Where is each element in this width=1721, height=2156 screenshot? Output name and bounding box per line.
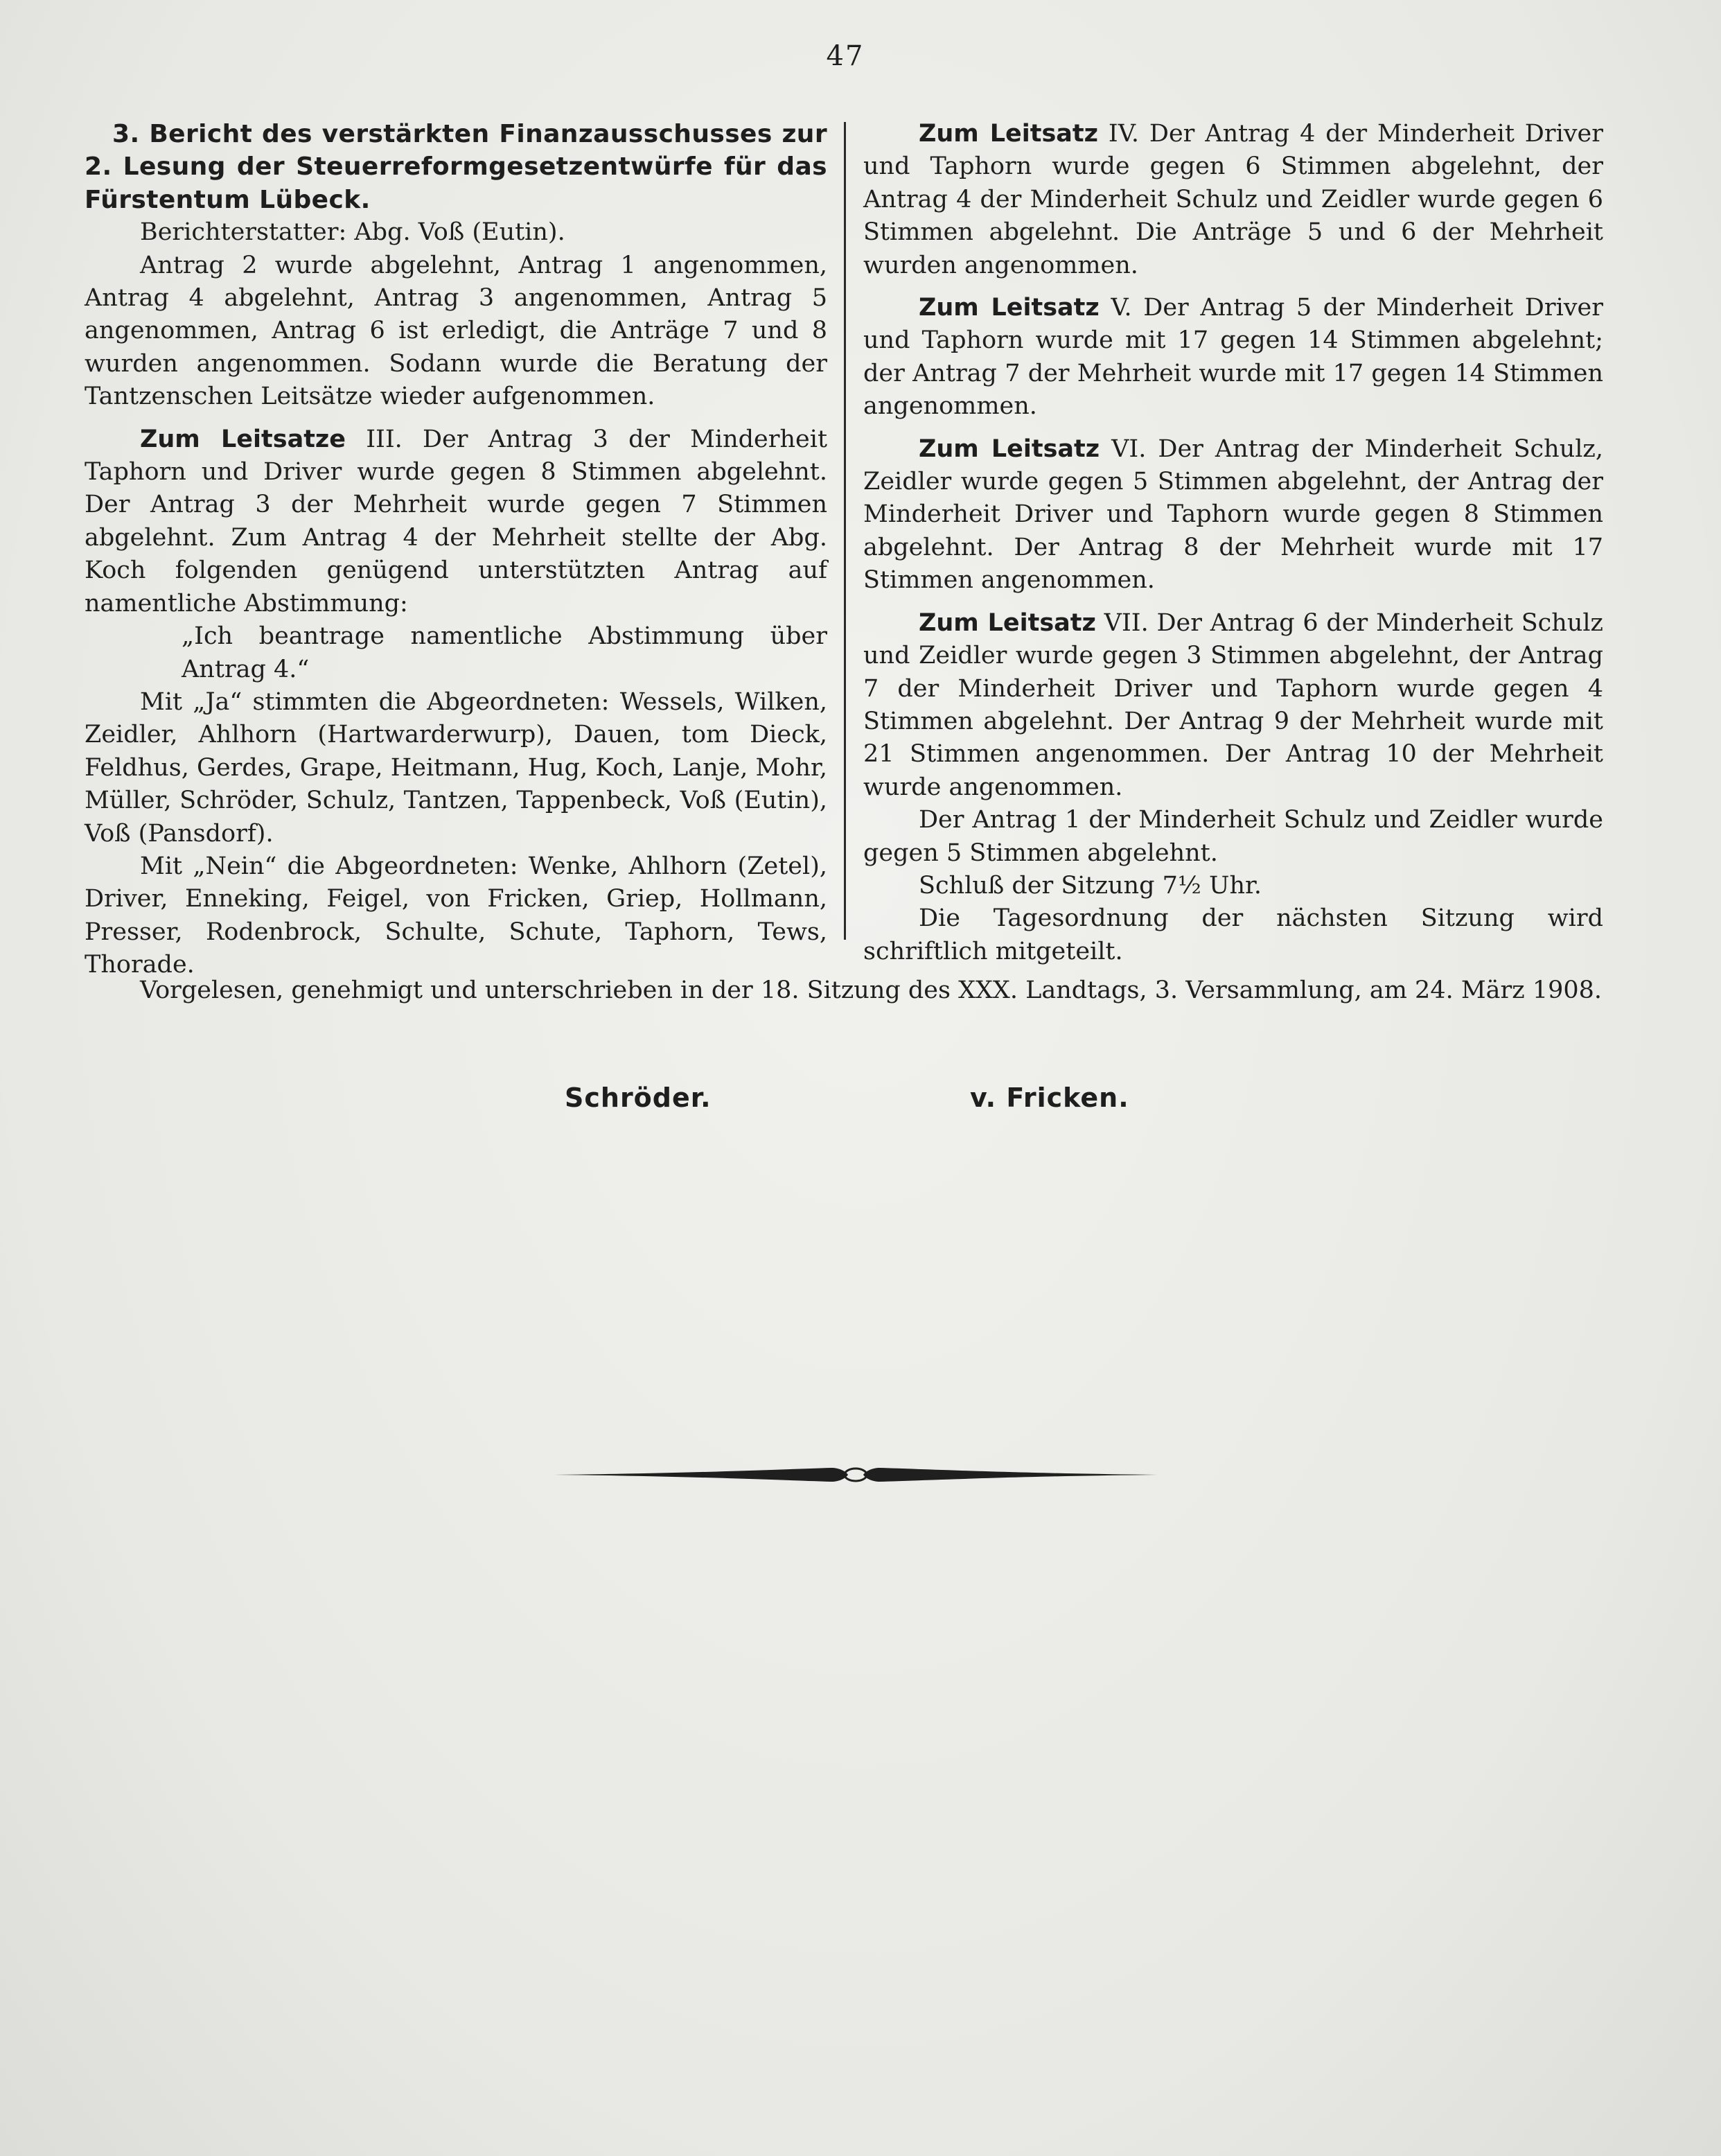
closing-statement: Vorgelesen, genehmigt und unterschrieben in der 18. Sitzung des XXX. Landtags, 3. Versammlung, am 24. März 1908. — [140, 976, 1603, 1004]
reporter-line: Berichterstatter: Abg. Voß (Eutin). — [140, 218, 565, 247]
leitsatz-lead: Zum Leitsatz — [919, 294, 1100, 322]
no-votes-paragraph: Mit „Nein“ die Abgeordneten: Wenke, Ahlhorn (Zetel), Driver, Enneking, Feigel, von Fricken, Griep, Hollmann, Presser, Rodenbrock, Schulte, Schute, Taphorn, Tews, Thorade. — [85, 852, 827, 979]
leitsatz-lead: Zum Leitsatz — [919, 435, 1100, 463]
signature-left: Schröder. — [565, 1083, 712, 1113]
section-heading: 3. Bericht des verstärkten Finanzausschusses zur 2. Lesung der Steuerreformgesetzentwürfe für das Fürstentum Lübeck. — [85, 120, 827, 214]
paragraph: Der Antrag 1 der Minderheit Schulz und Zeidler wurde gegen 5 Stimmen abgelehnt. — [863, 806, 1603, 867]
leitsatz-lead: Zum Leitsatz — [919, 120, 1099, 148]
paragraph-leitsatz-v — [863, 292, 1603, 423]
paragraph-leitsatz-vi — [863, 433, 1603, 597]
agenda-note: Die Tagesordnung der nächsten Sitzung wird schriftlich mitgeteilt. — [863, 904, 1603, 965]
column-divider — [844, 122, 846, 940]
page-number: 47 — [826, 40, 865, 72]
leitsatz-text: IV. Der Antrag 4 der Minderheit Driver und Taphorn wurde gegen 6 Stimmen abgelehnt, der Antrag 4 der Minderheit Schulz und Zeidler wurde gegen 6 Stimmen abgelehnt. Die Anträge 5 und 6 der Mehrheit wurden angenommen. — [863, 120, 1603, 279]
leitsatz-lead: Zum Leitsatz — [919, 608, 1096, 637]
yes-votes-paragraph: Mit „Ja“ stimmten die Abgeordneten: Wessels, Wilken, Zeidler, Ahlhorn (Hartwarderwurp), Dauen, tom Dieck, Feldhus, Gerdes, Grape, Heitmann, Hug, Koch, Lanje, Mohr, Müller, Schröder, Schulz, Tantzen, Tappenbeck, Voß (Eutin), Voß (Pansdorf). — [85, 687, 827, 848]
leitsatz-text: V. Der Antrag 5 der Minderheit Driver und Taphorn wurde mit 17 gegen 14 Stimmen abgelehnt; der Antrag 7 der Mehrheit wurde mit 17 gegen 14 Stimmen angenommen. — [863, 294, 1603, 421]
signature-right: v. Fricken. — [970, 1083, 1129, 1113]
paragraph-leitsatz-iv — [863, 118, 1603, 282]
signatures — [0, 1083, 1721, 1124]
paragraph-leitsatz-vii — [863, 607, 1603, 804]
session-close: Schluß der Sitzung 7½ Uhr. — [919, 871, 1262, 900]
leitsatz-lead: Zum Leitsatze — [140, 425, 346, 453]
leitsatz-text: VI. Der Antrag der Minderheit Schulz, Zeidler wurde gegen 5 Stimmen abgelehnt, der Antrag der Minderheit Driver und Taphorn wurde gegen 8 Stimmen abgelehnt. Der Antrag 8 der Mehrheit wurde mit 17 Stimmen angenommen. — [863, 435, 1603, 595]
quoted-motion: „Ich beantrage namentliche Abstimmung über Antrag 4.“ — [182, 622, 827, 683]
leitsatz-text: VII. Der Antrag 6 der Minderheit Schulz und Zeidler wurde gegen 3 Stimmen abgelehnt, der Antrag 7 der Minderheit Driver und Taphorn wurde gegen 4 Stimmen abgelehnt. Der Antrag 9 der Mehrheit wurde mit 21 Stimmen angenommen. Der Antrag 10 der Mehrheit wurde angenommen. — [863, 608, 1603, 801]
ornament-rule — [554, 1454, 1157, 1496]
paragraph-leitsatz-iii — [85, 423, 827, 620]
paragraph: Antrag 2 wurde abgelehnt, Antrag 1 angenommen, Antrag 4 abgelehnt, Antrag 3 angenommen, Antrag 5 angenommen, Antrag 6 ist erledigt, die Anträge 7 und 8 wurden angenommen. Sodann wurde die Beratung der Tantzenschen Leitsätze wieder aufgenommen. — [85, 251, 827, 411]
right-column — [863, 118, 1603, 968]
left-column — [85, 118, 827, 982]
leitsatz-text: III. Der Antrag 3 der Minderheit Taphorn und Driver wurde gegen 8 Stimmen abgelehnt. Der Antrag 3 der Mehrheit wurde gegen 7 Stimmen abgelehnt. Zum Antrag 4 der Mehrheit stellte der Abg. Koch folgenden genügend unterstützten Antrag auf namentliche Abstimmung: — [85, 425, 828, 617]
